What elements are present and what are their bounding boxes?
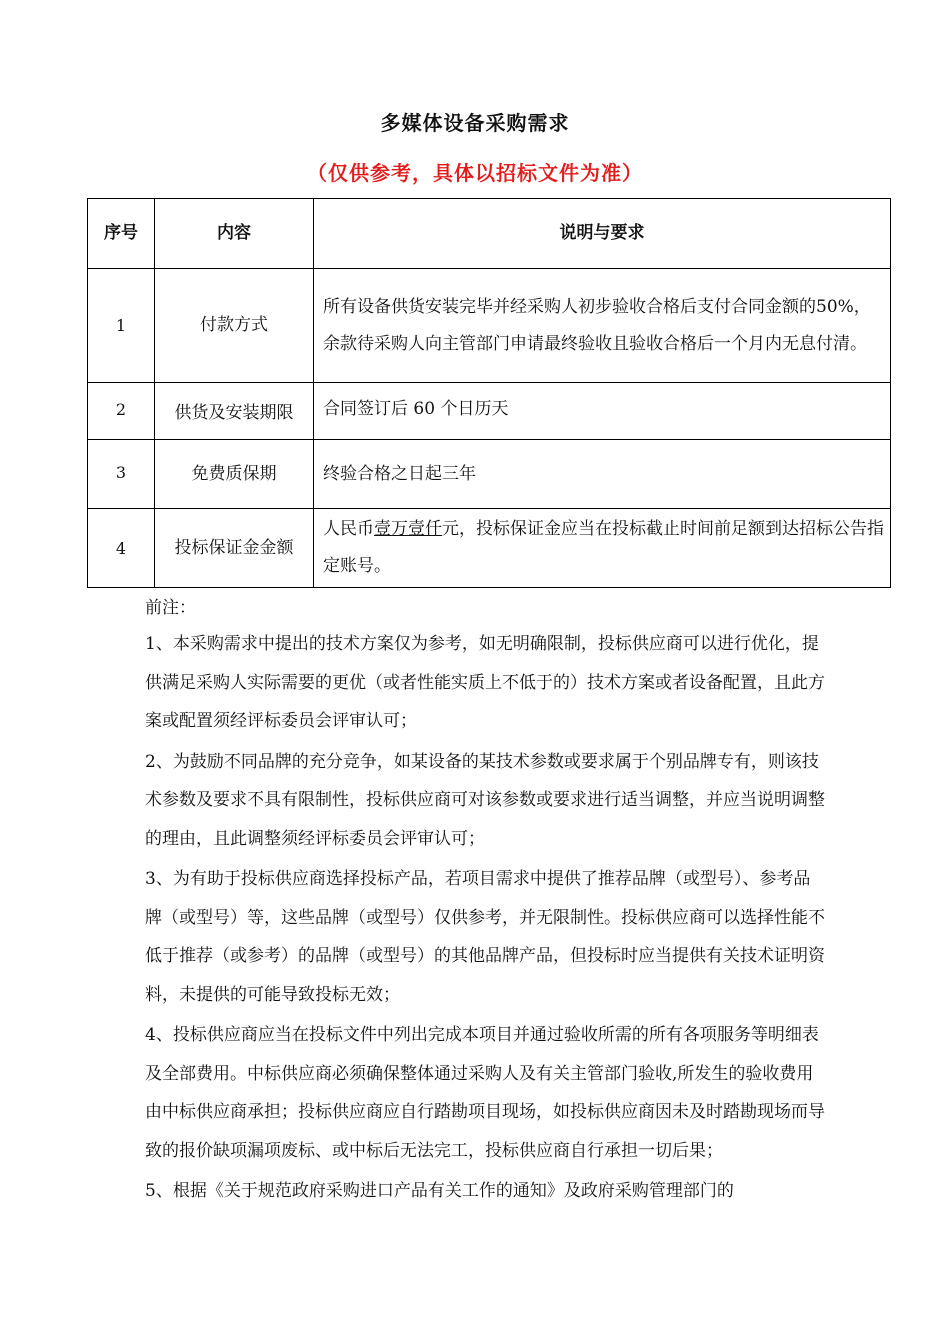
note-item: 3、为有助于投标供应商选择投标产品，若项目需求中提供了推荐品牌（或型号）、参考品牌（或型号）等，这些品牌（或型号）仅供参考，并无限制性。投标供应商可以选择性能不低于推荐（或参考）的品牌（或型号）的其他品牌产品，但投标时应当提供有关技术证明资料，未提供的可能导致投标无效； (145, 869, 825, 1005)
notes-section (145, 593, 825, 1211)
note-item: 1、本采购需求中提出的技术方案仅为参考，如无明确限制，投标供应商可以进行优化，提供满足采购人实际需要的更优（或者性能实质上不低于的）技术方案或者设备配置，且此方案或配置须经评标委员会评审认可； (145, 634, 825, 731)
header-desc: 说明与要求 (314, 199, 891, 269)
deposit-amount: 壹万壹仟 (374, 519, 442, 539)
row-num: 4 (88, 509, 155, 588)
row-content: 投标保证金金额 (155, 509, 314, 588)
header-content: 内容 (155, 199, 314, 269)
page-title: 多媒体设备采购需求 (380, 111, 570, 135)
row-num: 1 (88, 269, 155, 383)
table-row (88, 509, 891, 588)
row-content: 供货及安装期限 (155, 383, 314, 440)
header-num: 序号 (88, 199, 155, 269)
row-desc (314, 509, 891, 588)
requirements-table (87, 198, 891, 588)
row-content: 免费质保期 (155, 440, 314, 509)
row-desc: 所有设备供货安装完毕并经采购人初步验收合格后支付合同金额的50%，余款待采购人向主管部门申请最终验收且验收合格后一个月内无息付清。 (314, 269, 891, 383)
table-row (88, 269, 891, 383)
deposit-prefix: 人民币 (323, 519, 374, 539)
row-desc: 合同签订后 60 个日历天 (314, 383, 891, 440)
page-subtitle: （仅供参考，具体以招标文件为准） (307, 161, 643, 185)
note-item: 5、根据《关于规范政府采购进口产品有关工作的通知》及政府采购管理部门的 (145, 1181, 734, 1201)
note-item: 2、为鼓励不同品牌的充分竞争，如某设备的某技术参数或要求属于个别品牌专有，则该技术参数及要求不具有限制性，投标供应商可对该参数或要求进行适当调整，并应当说明调整的理由，且此调整须经评标委员会评审认可； (145, 751, 825, 849)
row-desc: 终验合格之日起三年 (314, 440, 891, 509)
table-row (88, 383, 891, 440)
deposit-suffix: 元，投标保证金应当在投标截止时间前足额到达招标公告指定账号。 (323, 519, 884, 576)
notes-heading: 前注： (145, 598, 196, 618)
table-row (88, 440, 891, 509)
row-num: 2 (88, 383, 155, 440)
row-num: 3 (88, 440, 155, 509)
note-item: 4、投标供应商应当在投标文件中列出完成本项目并通过验收所需的所有各项服务等明细表及全部费用。中标供应商必须确保整体通过采购人及有关主管部门验收,所发生的验收费用由中标供应商承担；投标供应商应自行踏勘项目现场，如投标供应商因未及时踏勘现场而导致的报价缺项漏项废标、或中标后无法完工，投标供应商自行承担一切后果； (145, 1025, 825, 1161)
row-content: 付款方式 (155, 269, 314, 383)
table-header-row (88, 199, 891, 269)
